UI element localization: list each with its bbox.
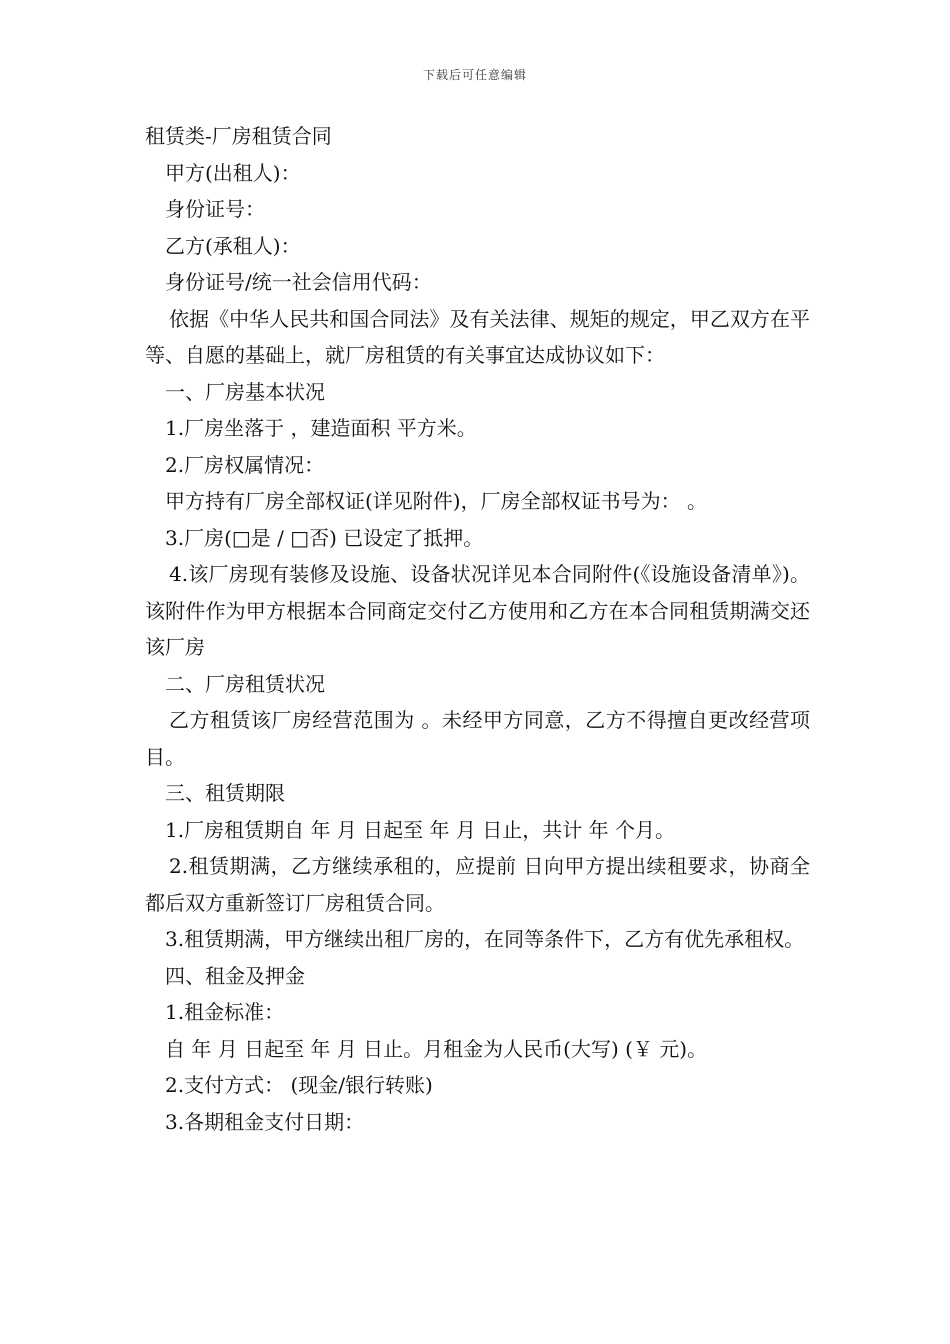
party-a-line: 甲方(出租人)：	[165, 160, 301, 185]
document-title: 租赁类-厂房租赁合同	[145, 124, 332, 148]
party-b-id-line: 身份证号/统一社会信用代码：	[165, 270, 432, 294]
preamble-paragraph: 依据《中华人民共和国合同法》及有关法律、规矩的规定，甲乙双方在平等、自愿的基础上，就厂房租赁的有关事宜达成协议如下：	[145, 306, 810, 367]
section-1-heading: 一、厂房基本状况	[165, 379, 325, 404]
section-4-item-2: 2.支付方式： (现金/银行转账)	[165, 1073, 433, 1097]
header-note: 下载后可任意编辑	[422, 68, 527, 82]
section-1-item-4: 4.该厂房现有装修及设施、设备状况详见本合同附件(《设施设备清单》)。该附件作为甲方根据本合同商定交付乙方使用和乙方在本合同租赁期满交还该厂房	[145, 562, 810, 659]
section-4-item-1: 1.租金标准：	[165, 1000, 285, 1024]
section-3-item-2: 2.租赁期满，乙方继续承租的，应提前 日向甲方提出续租要求，协商全都后双方重新签订厂房租赁合同。	[145, 854, 810, 915]
section-3-item-1: 1.厂房租赁期自 年 月 日起至 年 月 日止，共计 年 个月。	[165, 817, 675, 842]
section-4-heading: 四、租金及押金	[165, 963, 305, 988]
document-body	[145, 118, 810, 1140]
section-1-item-1: 1.厂房坐落于 ，建造面积 平方米。	[165, 416, 477, 440]
party-b-line: 乙方(承租人)：	[165, 233, 301, 258]
section-3-item-3: 3.租赁期满，甲方继续出租厂房的，在同等条件下，乙方有优先承租权。	[165, 927, 805, 951]
section-1-item-3: 3.厂房(□是 / □否) 已设定了抵押。	[165, 525, 484, 550]
section-2-paragraph: 乙方租赁该厂房经营范围为 。未经甲方同意，乙方不得擅自更改经营项目。	[145, 708, 810, 769]
section-4-item-3: 3.各期租金支付日期：	[165, 1109, 365, 1134]
section-1-item-2-detail: 甲方持有厂房全部权证(详见附件)，厂房全部权证书号为： 。	[165, 489, 707, 513]
section-1-item-2: 2.厂房权属情况：	[165, 452, 325, 477]
party-a-id-line: 身份证号：	[165, 197, 265, 221]
section-3-heading: 三、租赁期限	[165, 781, 285, 805]
section-4-item-1-detail: 自 年 月 日起至 年 月 日止。月租金为人民币(大写) (￥ 元)。	[165, 1036, 708, 1061]
section-2-heading: 二、厂房租赁状况	[165, 671, 325, 696]
